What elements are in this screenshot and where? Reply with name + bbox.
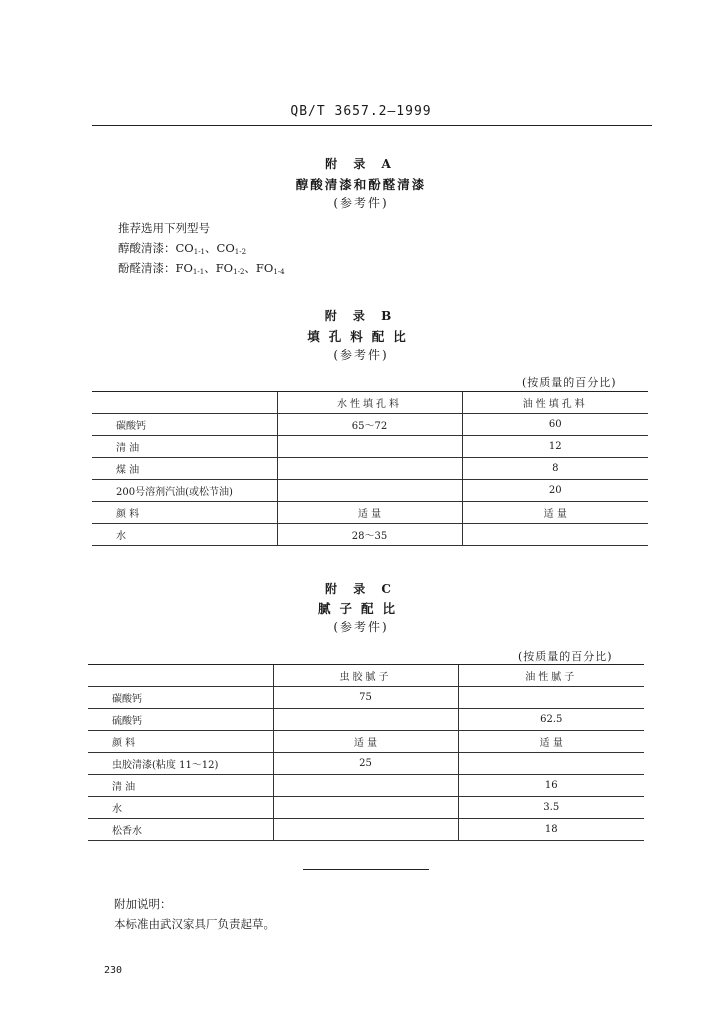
filler-ratio-table [92, 391, 648, 546]
value-cell: 适 量 [277, 502, 462, 524]
alkyd-varnish-line [118, 240, 246, 256]
additional-note-title: 附加说明： [114, 897, 172, 911]
appendix-b-subtitle: (参考件) [333, 348, 389, 362]
appendix-b-label: 附 录 B [324, 309, 398, 323]
value-cell [273, 709, 458, 731]
header-cell [88, 665, 273, 687]
header-rule [92, 125, 652, 126]
table-header-row [88, 665, 644, 687]
material-cell: 颜 料 [88, 731, 273, 753]
material-cell: 虫胶清漆(粘度 11～12) [88, 753, 273, 775]
value-cell [458, 753, 644, 775]
alkyd-sep: 、 [205, 241, 217, 255]
value-cell [277, 480, 462, 502]
appendix-b-title: 填孔料配比 [307, 329, 415, 344]
end-rule [303, 869, 429, 870]
value-cell: 16 [458, 775, 644, 797]
appendix-a-title: 醇酸清漆和酚醛清漆 [295, 177, 427, 192]
putty-ratio-table [88, 664, 644, 841]
phenolic-model-2-sub: 1-2 [233, 268, 245, 276]
phenolic-sep-2: 、 [244, 261, 256, 275]
phenolic-model-3: FO [255, 261, 274, 275]
value-cell [277, 458, 462, 480]
table-row [88, 819, 644, 841]
standard-code: QB/T 3657.2—1999 [290, 104, 432, 119]
value-cell: 65～72 [277, 414, 462, 436]
appendix-c-title: 腻子配比 [317, 601, 404, 616]
phenolic-model-1-sub: 1-1 [192, 268, 205, 276]
table-row [88, 775, 644, 797]
header-cell [92, 392, 277, 414]
table-row [88, 753, 644, 775]
phenolic-sep-1: 、 [204, 261, 216, 275]
alkyd-model-1: CO [175, 241, 194, 255]
table-row [88, 731, 644, 753]
header-cell: 虫胶腻子 [273, 665, 458, 687]
material-cell: 水 [88, 797, 273, 819]
material-cell: 碳酸钙 [88, 687, 273, 709]
phenolic-label: 酚醛清漆： [118, 261, 176, 275]
value-cell: 60 [462, 414, 648, 436]
value-cell: 18 [458, 819, 644, 841]
value-cell: 3.5 [458, 797, 644, 819]
appendix-c-unit-note: (按质量的百分比) [518, 650, 613, 663]
phenolic-varnish-line [118, 260, 285, 276]
recommendation-intro: 推荐选用下列型号 [118, 221, 210, 235]
table-row [92, 502, 648, 524]
appendix-b-unit-note: (按质量的百分比) [522, 376, 617, 389]
material-cell: 碳酸钙 [92, 414, 277, 436]
value-cell [277, 436, 462, 458]
table-row [88, 709, 644, 731]
page-number: 230 [104, 965, 123, 976]
value-cell: 20 [462, 480, 648, 502]
value-cell [458, 687, 644, 709]
material-cell: 颜 料 [92, 502, 277, 524]
material-cell: 硫酸钙 [88, 709, 273, 731]
table-row [92, 436, 648, 458]
material-cell: 松香水 [88, 819, 273, 841]
header-cell: 油性腻子 [458, 665, 644, 687]
alkyd-model-2-sub: 1-2 [234, 248, 247, 256]
material-cell: 清 油 [92, 436, 277, 458]
alkyd-model-1-sub: 1-1 [193, 248, 206, 256]
material-cell: 水 [92, 524, 277, 546]
material-cell: 200号溶剂汽油(或松节油) [92, 480, 277, 502]
table-header-row [92, 392, 648, 414]
header-cell: 油性填孔料 [462, 392, 648, 414]
table-row [92, 458, 648, 480]
value-cell: 12 [462, 436, 648, 458]
table-row [88, 797, 644, 819]
appendix-c-subtitle: (参考件) [333, 620, 389, 634]
alkyd-label: 醇酸清漆： [118, 241, 176, 255]
additional-note-text: 本标准由武汉家具厂负责起草。 [114, 917, 275, 931]
table-row [92, 480, 648, 502]
table-row [88, 687, 644, 709]
value-cell: 25 [273, 753, 458, 775]
value-cell: 62.5 [458, 709, 644, 731]
appendix-a-subtitle: (参考件) [333, 196, 389, 210]
value-cell [273, 797, 458, 819]
table-row [92, 414, 648, 436]
phenolic-model-2: FO [215, 261, 234, 275]
alkyd-model-2: CO [216, 241, 235, 255]
value-cell: 适 量 [462, 502, 648, 524]
value-cell: 8 [462, 458, 648, 480]
value-cell: 75 [273, 687, 458, 709]
phenolic-model-1: FO [175, 261, 193, 275]
material-cell: 清 油 [88, 775, 273, 797]
appendix-c-label: 附 录 C [325, 582, 397, 596]
appendix-a-label: 附 录 A [325, 157, 397, 171]
value-cell [273, 819, 458, 841]
value-cell [462, 524, 648, 546]
phenolic-model-3-sub: 1-4 [273, 268, 285, 276]
table-row [92, 524, 648, 546]
value-cell: 适 量 [273, 731, 458, 753]
value-cell: 28～35 [277, 524, 462, 546]
value-cell: 适 量 [458, 731, 644, 753]
header-cell: 水性填孔料 [277, 392, 462, 414]
material-cell: 煤 油 [92, 458, 277, 480]
value-cell [273, 775, 458, 797]
